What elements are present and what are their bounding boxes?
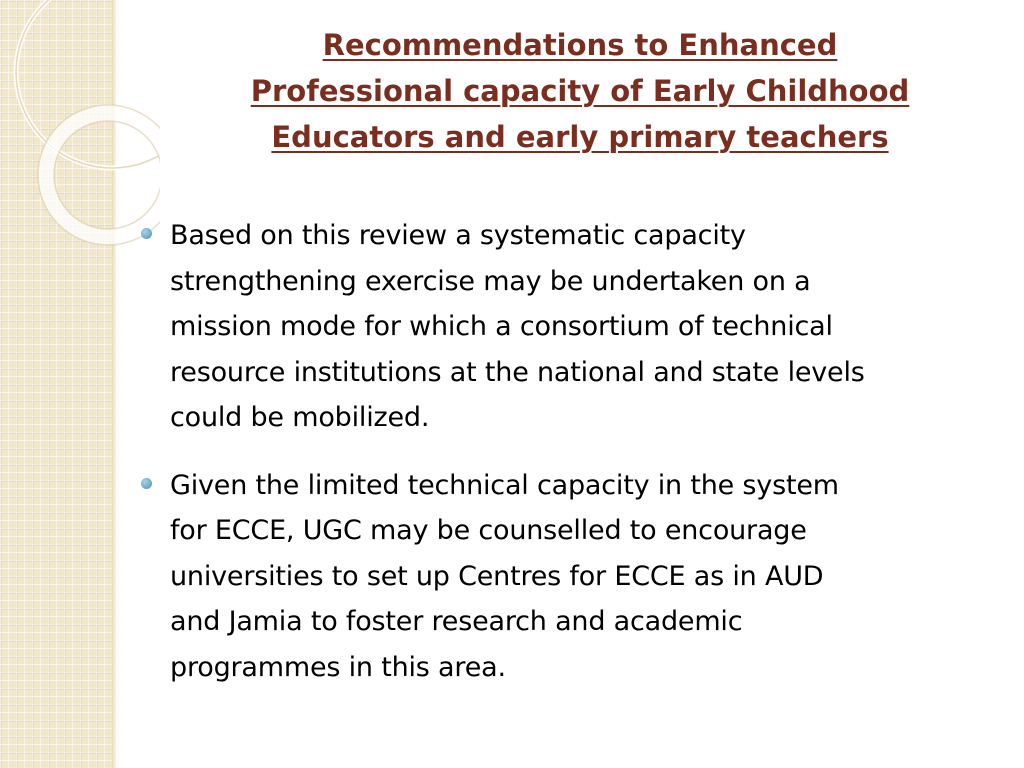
bullet-line: universities to set up Centres for ECCE as in AUD [170,560,824,592]
bullet-dot-icon [141,228,152,239]
bullet-item [140,213,990,441]
bullet-item [140,463,990,691]
title-line: Educators and early primary teachers [271,120,889,154]
decorative-rings-icon [0,0,160,260]
bullet-line: Given the limited technical capacity in the system [170,469,839,501]
slide-title [170,22,990,160]
bullet-line: could be mobilized. [170,402,430,433]
bullet-line: mission mode for which a consortium of technical [170,311,833,342]
bullet-line: for ECCE, UGC may be counselled to encourage [170,515,807,546]
bullet-line: resource institutions at the national and state levels [170,356,865,388]
bullet-line: Based on this review a systematic capacity [170,220,746,251]
bullet-dot-icon [141,478,152,489]
title-line: Professional capacity of Early Childhood [250,74,910,108]
bullet-line: strengthening exercise may be undertaken on a [170,265,811,297]
bullet-line: and Jamia to foster research and academic [170,606,743,637]
title-line: Recommendations to Enhanced [322,28,838,62]
bullet-line: programmes in this area. [170,651,506,683]
bullet-list [140,213,990,712]
